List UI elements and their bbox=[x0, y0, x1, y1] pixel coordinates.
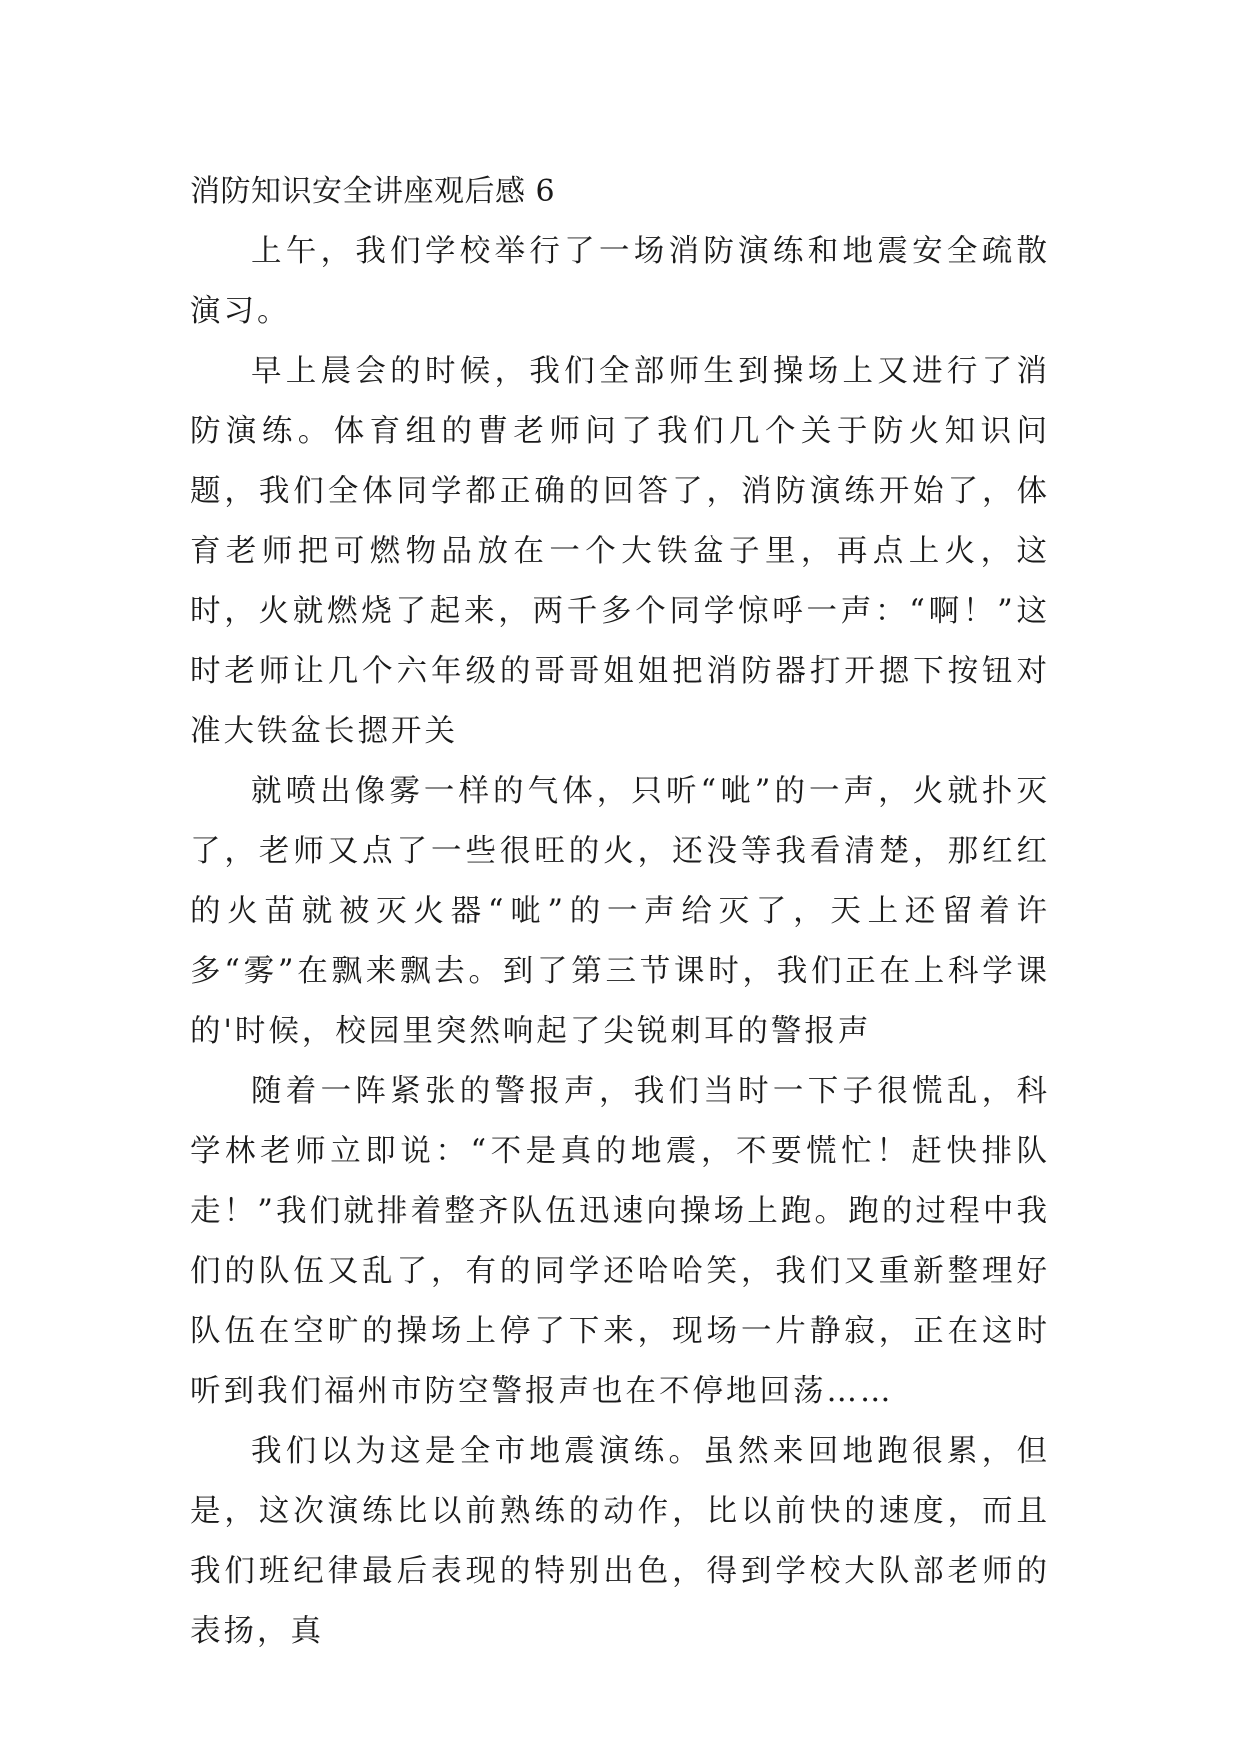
paragraph-3: 就喷出像雾一样的气体，只听“呲”的一声，火就扑灭了，老师又点了一些很旺的火，还没等我看清楚，那红红的火苗就被灭火器“呲”的一声给灭了，天上还留着许多“雾”在飘来飘去。到了第三节课时，我们正在上科学课的'时候，校园里突然响起了尖锐刺耳的警报声 bbox=[190, 774, 1050, 1049]
paragraph-5: 我们以为这是全市地震演练。虽然来回地跑很累，但是，这次演练比以前熟练的动作，比以前快的速度，而且我们班纪律最后表现的特别出色，得到学校大队部老师的表扬，真 bbox=[190, 1434, 1050, 1649]
document-page bbox=[190, 162, 1050, 1662]
paragraph-1: 上午，我们学校举行了一场消防演练和地震安全疏散演习。 bbox=[190, 234, 1050, 329]
paragraph-4: 随着一阵紧张的警报声，我们当时一下子很慌乱，科学林老师立即说：“不是真的地震，不要慌忙！赶快排队走！”我们就排着整齐队伍迅速向操场上跑。跑的过程中我们的队伍又乱了，有的同学还哈哈笑，我们又重新整理好队伍在空旷的操场上停了下来，现场一片静寂，正在这时听到我们福州市防空警报声也在不停地回荡…… bbox=[190, 1074, 1050, 1409]
paragraph-2: 早上晨会的时候，我们全部师生到操场上又进行了消防演练。体育组的曹老师问了我们几个关于防火知识问题，我们全体同学都正确的回答了，消防演练开始了，体育老师把可燃物品放在一个大铁盆子里，再点上火，这时，火就燃烧了起来，两千多个同学惊呼一声：“啊！”这时老师让几个六年级的哥哥姐姐把消防器打开摁下按钮对准大铁盆长摁开关 bbox=[190, 354, 1050, 749]
document-title: 消防知识安全讲座观后感 6 bbox=[190, 174, 556, 209]
